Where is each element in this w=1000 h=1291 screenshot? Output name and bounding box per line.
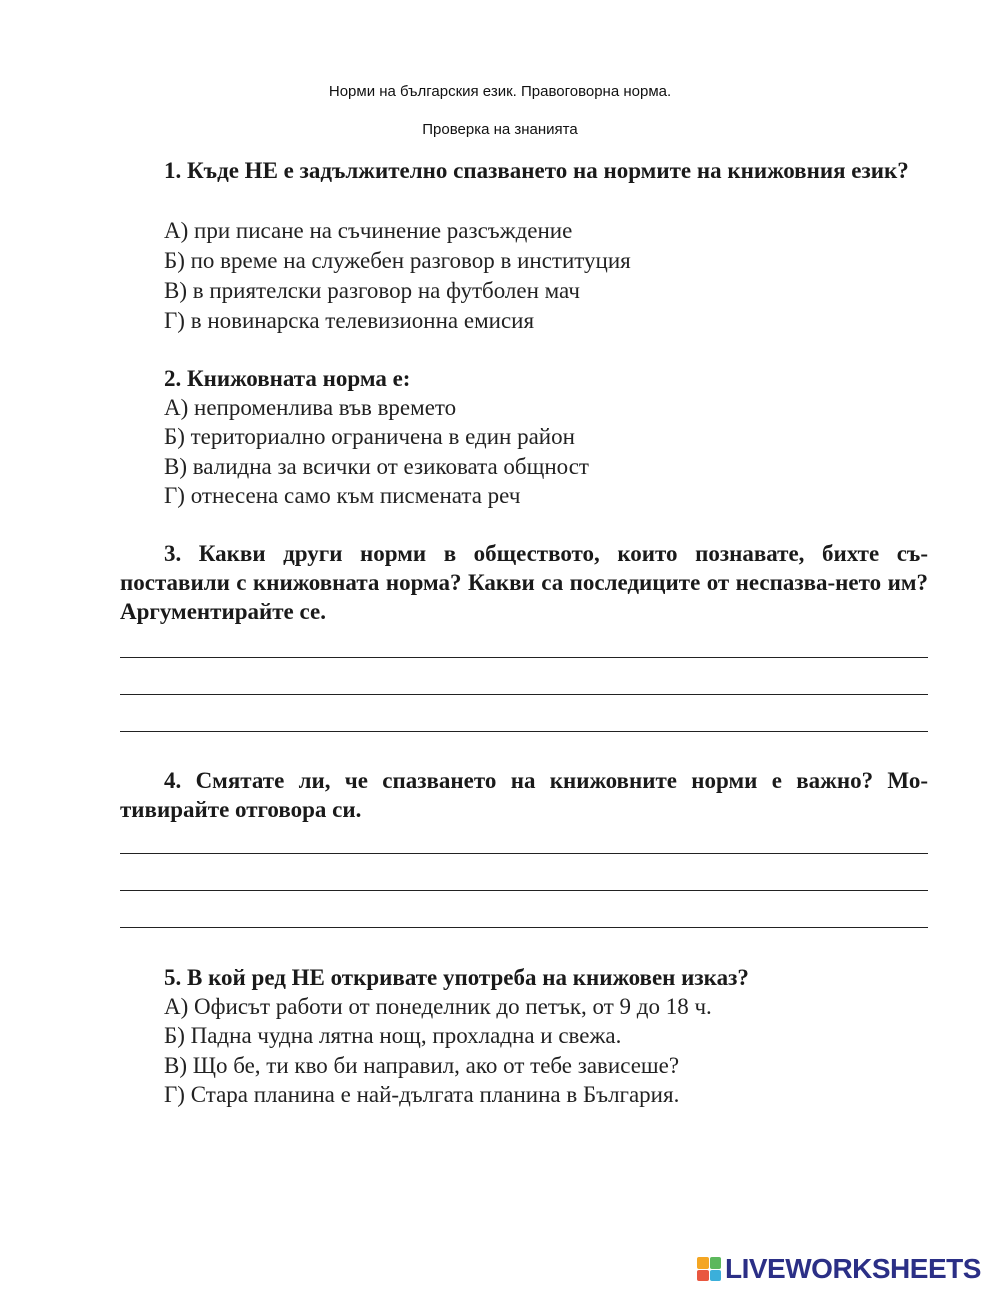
answer-line-q3-2[interactable] bbox=[120, 694, 928, 695]
q1-option-d[interactable]: Г) в новинарска телевизионна емисия bbox=[164, 308, 535, 333]
answer-line-q4-3[interactable] bbox=[120, 927, 928, 928]
logo-square-3 bbox=[697, 1270, 709, 1282]
logo-square-2 bbox=[710, 1257, 722, 1269]
logo-square-4 bbox=[710, 1270, 722, 1282]
q1-option-b[interactable]: Б) по време на служебен разговор в институция bbox=[164, 248, 631, 273]
q2-option-a[interactable]: А) непроменлива във времето bbox=[164, 395, 457, 420]
q1-option-c[interactable]: В) в приятелски разговор на футболен мач bbox=[164, 278, 580, 303]
q1-option-a[interactable]: А) при писане на съчинение разсъждение bbox=[164, 218, 573, 243]
page-subtitle: Проверка на знанията bbox=[422, 121, 578, 138]
liveworksheets-logo-text: LIVEWORKSHEETS bbox=[725, 1253, 981, 1284]
q2-option-d[interactable]: Г) отнесена само към писмената реч bbox=[164, 483, 521, 508]
answer-line-q3-1[interactable] bbox=[120, 657, 928, 658]
answer-line-q3-3[interactable] bbox=[120, 731, 928, 732]
q5-option-c[interactable]: В) Що бе, ти кво би направил, ако от тебе зависеше? bbox=[164, 1053, 680, 1078]
question-4: 4. Смятате ли, че спазването на книжовните норми е важно? Мо-тивирайте отговора си. bbox=[120, 768, 928, 822]
q5-option-a[interactable]: А) Офисът работи от понеделник до петък, от 9 до 18 ч. bbox=[164, 994, 712, 1019]
liveworksheets-logo[interactable] bbox=[697, 1254, 981, 1284]
liveworksheets-logo-icon bbox=[697, 1257, 721, 1281]
question-1: 1. Къде НЕ е задължително спазването на нормите на книжовния език? bbox=[164, 158, 909, 183]
page-title: Норми на българския език. Правоговорна норма. bbox=[328, 83, 672, 100]
question-2: 2. Книжовната норма е: bbox=[164, 366, 411, 391]
q2-option-c[interactable]: В) валидна за всички от езиковата общност bbox=[164, 454, 589, 479]
answer-line-q4-2[interactable] bbox=[120, 890, 928, 891]
logo-square-1 bbox=[697, 1257, 709, 1269]
answer-line-q4-1[interactable] bbox=[120, 853, 928, 854]
q5-option-b[interactable]: Б) Падна чудна лятна нощ, прохладна и свежа. bbox=[164, 1023, 622, 1048]
q2-option-b[interactable]: Б) териториално ограничена в един район bbox=[164, 424, 575, 449]
q5-option-d[interactable]: Г) Стара планина е най-дългата планина в България. bbox=[164, 1082, 680, 1107]
question-5: 5. В кой ред НЕ откривате употреба на книжовен изказ? bbox=[164, 965, 749, 990]
question-3: 3. Какви други норми в обществото, които познавате, бихте съ-поставили с книжовната норма? Какви са последиците от неспазва-нето им? Аргументирайте се. bbox=[120, 541, 928, 624]
